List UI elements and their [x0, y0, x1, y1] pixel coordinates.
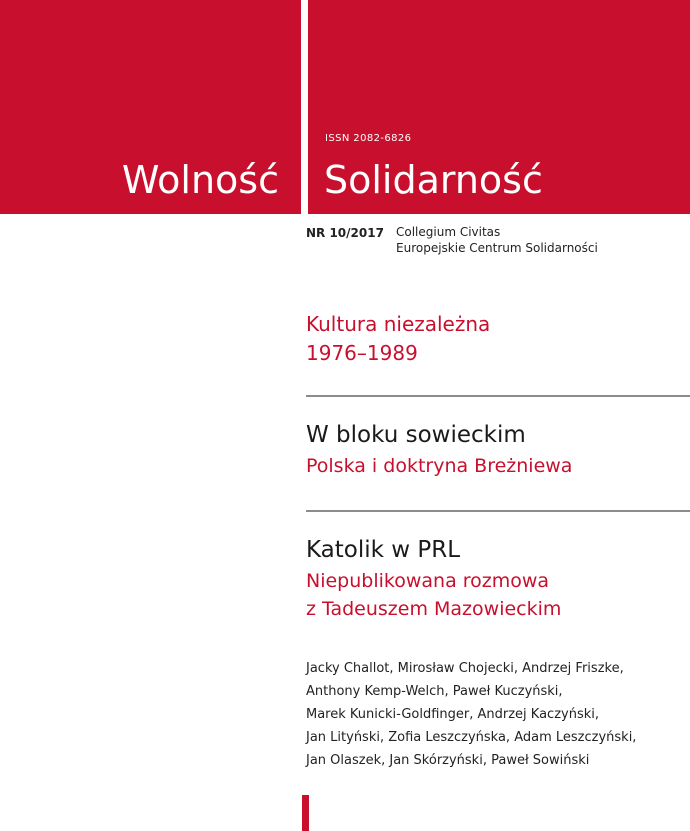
publisher-name: Collegium Civitas [396, 225, 501, 239]
section-rule [306, 510, 690, 512]
journal-title-right: Solidarność [324, 158, 543, 202]
author-line: Marek Kunicki-Goldfinger, Andrzej Kaczyński, [306, 707, 600, 722]
publishers [396, 224, 598, 256]
author-line: Jan Olaszek, Jan Skórzyński, Paweł Sowiński [306, 753, 590, 768]
section-subtitle: z Tadeuszem Mazowieckim [306, 598, 562, 620]
issue-theme [306, 310, 490, 368]
author-line: Anthony Kemp-Welch, Paweł Kuczyński, [306, 684, 563, 699]
section-rule [306, 395, 690, 397]
section-subtitle: Polska i doktryna Breżniewa [306, 455, 573, 477]
section-heading: Katolik w PRL [306, 537, 461, 563]
title-divider-line [301, 0, 308, 214]
issn-number: ISSN 2082-6826 [325, 133, 412, 144]
feature-section [306, 533, 561, 623]
section-heading: W bloku sowieckim [306, 422, 526, 448]
section-subtitle: Niepublikowana rozmowa [306, 570, 550, 592]
journal-title-left: Wolność [121, 158, 279, 202]
theme-line: 1976–1989 [306, 341, 418, 365]
author-list [306, 657, 636, 772]
theme-line: Kultura niezależna [306, 312, 491, 336]
publisher-name: Europejskie Centrum Solidarności [396, 241, 598, 255]
author-line: Jan Lityński, Zofia Leszczyńska, Adam Leszczyński, [306, 730, 637, 745]
issue-number: NR 10/2017 [306, 226, 384, 240]
feature-section [306, 418, 572, 480]
bottom-accent-line [302, 795, 309, 831]
author-line: Jacky Challot, Mirosław Chojecki, Andrzej Friszke, [306, 661, 624, 676]
